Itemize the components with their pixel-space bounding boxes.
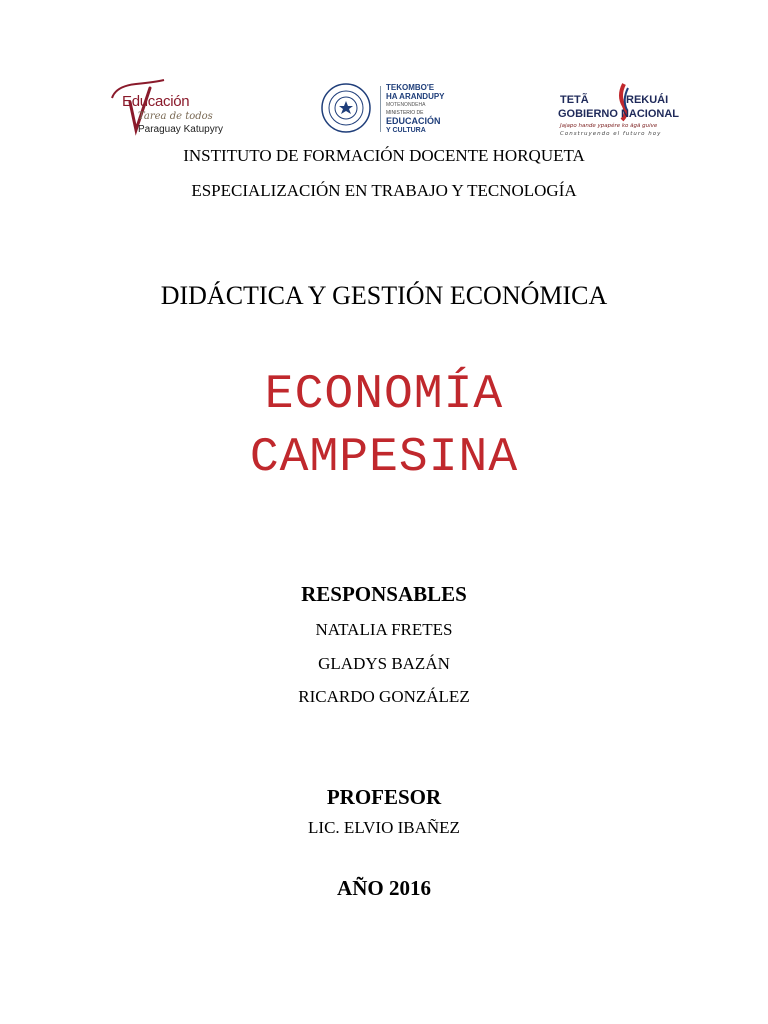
year-label: AÑO 2016: [337, 876, 431, 900]
responsables-heading: RESPONSABLES: [301, 582, 467, 606]
gobierno-logo-gobierno: GOBIERNO NACIONAL: [558, 108, 679, 120]
gobierno-nacional-logo: [556, 82, 696, 140]
ministerio-logo-divider: [380, 86, 381, 132]
institute-name: INSTITUTO DE FORMACIÓN DOCENTE HORQUETA: [183, 146, 585, 165]
profesor-name: LIC. ELVIO IBAÑEZ: [308, 818, 460, 837]
gobierno-logo-tagline: Jajapo hande ypapére ko ãgã guive: [560, 123, 658, 129]
subject-title: DIDÁCTICA Y GESTIÓN ECONÓMICA: [160, 281, 608, 310]
document-title-line-1: ECONOMÍA: [264, 368, 504, 422]
ministerio-logo-line: HA ARANDUPY: [386, 92, 445, 101]
republic-seal-icon: [320, 82, 376, 138]
educacion-logo: [106, 78, 226, 140]
logo-row: [0, 78, 768, 144]
educacion-logo-word: Educación: [122, 93, 190, 110]
profesor-heading: PROFESOR: [326, 785, 442, 809]
ministerio-logo-line: MINISTERIO DE: [386, 110, 424, 116]
document-title-line-2: CAMPESINA: [249, 431, 519, 485]
ministerio-logo-text: [386, 84, 445, 134]
ministerio-logo-line: EDUCACIÓN: [386, 116, 441, 126]
educacion-logo-subtitle: Paraguay Katupyry: [138, 124, 224, 135]
gobierno-logo-teta: TETÃ: [560, 94, 589, 106]
gobierno-logo-tagline: Construyendo el futuro hoy: [560, 131, 662, 137]
educacion-logo-tagline: Tarea de todos: [138, 111, 213, 122]
responsable-name: GLADYS BAZÁN: [318, 654, 450, 673]
ministerio-logo: [320, 82, 454, 138]
responsable-name: NATALIA FRETES: [315, 620, 453, 639]
gobierno-logo-rekuai: REKUÁI: [626, 94, 669, 106]
ministerio-logo-line: MOTENONDEHA: [386, 102, 426, 108]
specialization-name: ESPECIALIZACIÓN EN TRABAJO Y TECNOLOGÍA: [191, 181, 577, 200]
ministerio-logo-line: TEKOMBO'E: [386, 83, 435, 92]
ministerio-logo-line: Y CULTURA: [386, 127, 426, 134]
responsable-name: RICARDO GONZÁLEZ: [298, 687, 470, 706]
